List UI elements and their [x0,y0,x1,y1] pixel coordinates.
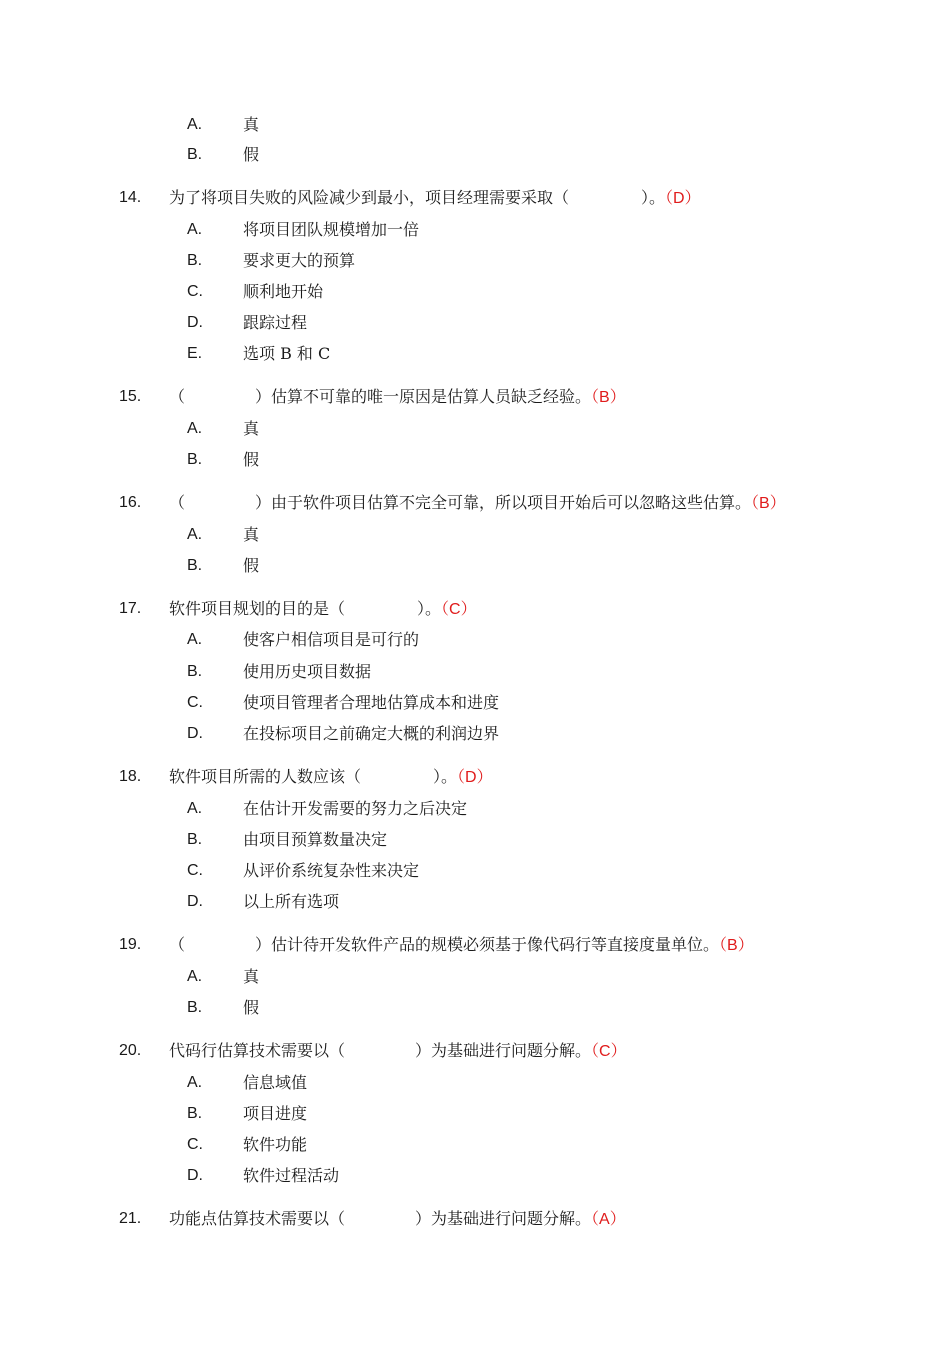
option-text: 真 [243,419,260,438]
option-letter: B. [187,146,203,163]
option-text: 顺利地开始 [243,282,324,301]
question-number: 20. [119,1042,142,1059]
question-stem: 为了将项目失败的风险减少到最小，项目经理需要采取（ ）。（D） [169,188,701,207]
answer-key: （D） [665,188,701,207]
question-stem: 代码行估算技术需要以（ ）为基础进行问题分解。（C） [169,1041,627,1060]
answer-key: （C） [591,1041,627,1060]
option-text: 以上所有选项 [243,892,340,911]
option-letter: D. [187,1167,203,1184]
option-letter: E. [187,345,203,362]
option-text: 跟踪过程 [243,313,308,332]
option-text: 从评价系统复杂性来决定 [243,861,420,880]
question-stem: 软件项目所需的人数应该（ ）。（D） [169,767,493,786]
option-letter: B. [187,663,203,680]
question-number: 18. [119,768,142,785]
option-text: 信息域值 [243,1073,308,1092]
option-text: 使用历史项目数据 [243,662,372,681]
question-number: 19. [119,936,142,953]
answer-key: （A） [591,1209,626,1228]
option-letter: B. [187,831,203,848]
option-text: 要求更大的预算 [243,251,356,270]
question-stem: （ ）估算不可靠的唯一原因是估算人员缺乏经验。（B） [169,387,626,406]
option-letter: A. [187,800,203,817]
question-stem: （ ）由于软件项目估算不完全可靠，所以项目开始后可以忽略这些估算。（B） [169,493,786,512]
question-stem: 软件项目规划的目的是（ ）。（C） [169,599,477,618]
option-letter: B. [187,999,203,1016]
question-number: 16. [119,494,142,511]
option-text: 由项目预算数量决定 [243,830,388,849]
question-stem: （ ）估计待开发软件产品的规模必须基于像代码行等直接度量单位。（B） [169,935,754,954]
option-letter: C. [187,862,203,879]
option-letter: B. [187,451,203,468]
option-text: 假 [243,450,260,469]
answer-key: （B） [751,493,786,512]
option-letter: B. [187,252,203,269]
option-text: 在投标项目之前确定大概的利润边界 [243,724,500,743]
option-text: 项目进度 [243,1104,308,1123]
option-letter: C. [187,1136,203,1153]
option-letter: D. [187,893,203,910]
option-letter: A. [187,116,203,133]
question-number: 14. [119,189,142,206]
option-text: 假 [243,145,260,164]
option-letter: C. [187,694,203,711]
option-text: 软件功能 [243,1135,308,1154]
option-text: 将项目团队规模增加一倍 [243,220,420,239]
answer-key: （B） [719,935,754,954]
option-letter: A. [187,968,203,985]
question-stem: 功能点估算技术需要以（ ）为基础进行问题分解。（A） [169,1209,626,1228]
option-text: 真 [243,115,260,134]
option-text: 假 [243,998,260,1017]
option-text: 使项目管理者合理地估算成本和进度 [243,693,500,712]
answer-key: （C） [441,599,477,618]
option-letter: B. [187,1105,203,1122]
question-number: 15. [119,388,142,405]
answer-key: （B） [591,387,626,406]
option-letter: B. [187,557,203,574]
option-letter: C. [187,283,203,300]
option-letter: A. [187,526,203,543]
option-text: 软件过程活动 [243,1166,340,1185]
option-letter: D. [187,725,203,742]
option-text: 使客户相信项目是可行的 [243,630,420,649]
option-letter: D. [187,314,203,331]
option-text: 选项 B 和 C [243,344,331,363]
option-letter: A. [187,631,203,648]
option-text: 真 [243,967,260,986]
question-number: 17. [119,600,142,617]
answer-key: （D） [457,767,493,786]
option-text: 真 [243,525,260,544]
option-text: 在估计开发需要的努力之后决定 [243,799,468,818]
option-letter: A. [187,221,203,238]
option-letter: A. [187,420,203,437]
question-number: 21. [119,1210,142,1227]
option-text: 假 [243,556,260,575]
option-letter: A. [187,1074,203,1091]
